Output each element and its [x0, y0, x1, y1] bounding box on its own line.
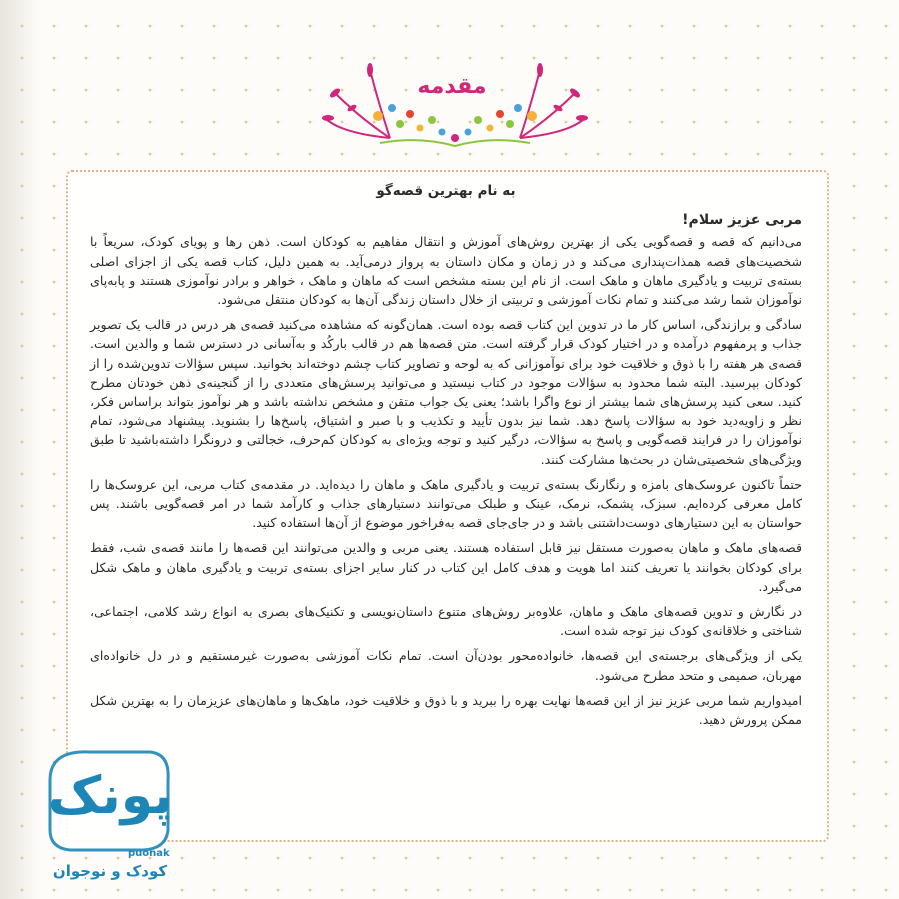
paragraph: یکی از ویژگی‌های برجسته‌ی این قصه‌ها، خانواده‌محور بودن‌آن است. تمام نکات آموزشی به‌صورت غیرمستقیم و در دل خانواده‌ای مهربان، صمیمی و متحد مطرح می‌شود.	[90, 648, 802, 683]
page-heading: مقدمه	[417, 74, 487, 99]
paragraph: حتماً تاکنون عروسک‌های بامزه و رنگارنگ بسته‌ی تربیت و یادگیری ماهک و ماهان را دیده‌اید. در مقدمه‌ی کتاب مربی، این عروسک‌ها را کامل معرفی کرده‌ایم. سبزک، پشمک، نرمک، عینک و طبلک می‌توانند دستیارهای جذاب و کارآمد شما در امر قصه‌گویی باشند. پس حواستان به این دستیارهای دوست‌داشتنی باشد و در جای‌جای قصه به‌فراخور موضوع از آن‌ها استفاده کنید.	[90, 476, 802, 531]
paragraph: در نگارش و تدوین قصه‌های ماهک و ماهان، علاوه‌بر روش‌های متنوع داستان‌نویسی و تکنیک‌های بصری به انواع رشد کلامی، اجتماعی، شناختی و خلاقانه‌ی کودک نیز توجه شده است.	[90, 604, 802, 639]
greeting: مربی عزیز سلام!	[682, 212, 802, 229]
publisher-tagline: کودک و نوجوان	[52, 862, 168, 880]
floral-ornament	[320, 58, 590, 158]
paragraph: امیدواریم شما مربی عزیز نیز از این قصه‌ها نهایت بهره را ببرید و با ذوق و خلاقیت خود، ماهک‌ها و ماهان‌های عزیزمان را به بهترین شکل ممکن پرورش دهید.	[90, 692, 802, 728]
paragraph: سادگی و برازندگی، اساس کار ما در تدوین این کتاب قصه بوده است. همان‌گونه که مشاهده می‌کنید قصه‌ی هر درس در قالب یک تصویر جذاب و پرمفهوم درآمده و در اختیار کودک قرار گرفته است. متن قصه‌ها هم در قالب بارکُد و به‌آسانی در دسترس شما و والدین است. قصه‌ی هر هفته را با ذوق و خلاقیت خود برای نوآموزانی که به لوحه و تصاویر کتاب چشم دوخته‌اند بخوانید. سپس سؤالات تدوین‌شده را از کودکان بپرسید. البته شما محدود به سؤالات موجود در کتاب نیستید و می‌توانید پرسش‌های متعددی را از گنجینه‌ی ذهن خودتان مطرح کنید. سعی کنید پرسش‌های شما بیشتر از نوع واگرا باشد؛ یعنی یک جواب متقن و مشخص نداشته باشد و هر نوآموز بتواند براساس فکر، نظر و زاویه‌دید خود به سؤالات پاسخ دهد. شما نیز بدون تأیید و تکذیب و با صبر و اشتیاق، پاسخ‌ها را بشنوید. پیشنهاد می‌شود، تمام نوآموزان را در فرایند قصه‌گویی و پاسخ به سؤالات، درگیر کنید و توجه ویژه‌ای به کودکان کم‌حرف، خجالتی و درونگرا داشته‌باشید تا طبق ویژگی‌های شخصیتی‌شان در بحث‌ها مشارکت کنند.	[90, 317, 802, 467]
paragraph: می‌دانیم که قصه و قصه‌گویی یکی از بهترین روش‌های آموزش و انتقال مفاهیم به کودکان است. ذهن رها و پویای کودک، سریعاً با شخصیت‌های قصه همذات‌پنداری می‌کند و در زمان و مکان داستان به پرواز درمی‌آید. به همین دلیل، کتاب قصه یکی از اجزای اصلی بسته‌ی تربیت و یادگیری ماهان و ماهک است. از نام این بسته مشخص است که ماهان و ماهک ، خواهر و برادر نوآموزی هستند و پابه‌پای نوآموزان شما رشد می‌کنند و تمام نکات آموزشی و تربیتی از خلال داستان زندگی آن‌ها به کودکان منتقل می‌شود.	[90, 234, 802, 308]
publisher-logo-latin: puonak	[128, 848, 170, 859]
paragraph: قصه‌های ماهک و ماهان به‌صورت مستقل نیز قابل استفاده هستند. یعنی مربی و والدین می‌توانند این قصه‌ها را مانند قصه‌ی شب، فقط برای کودکان بخوانند یا تعریف کنند اما هویت و هدف کامل این کتاب در کنار سایر اجزای بسته‌ی تربیت و یادگیری ماهان و ماهک شکل می‌گیرد.	[90, 540, 802, 594]
publisher-logo: پونک	[48, 766, 173, 826]
subtitle: به نام بهترین قصه‌گو	[376, 183, 516, 199]
intro-content	[90, 182, 802, 735]
